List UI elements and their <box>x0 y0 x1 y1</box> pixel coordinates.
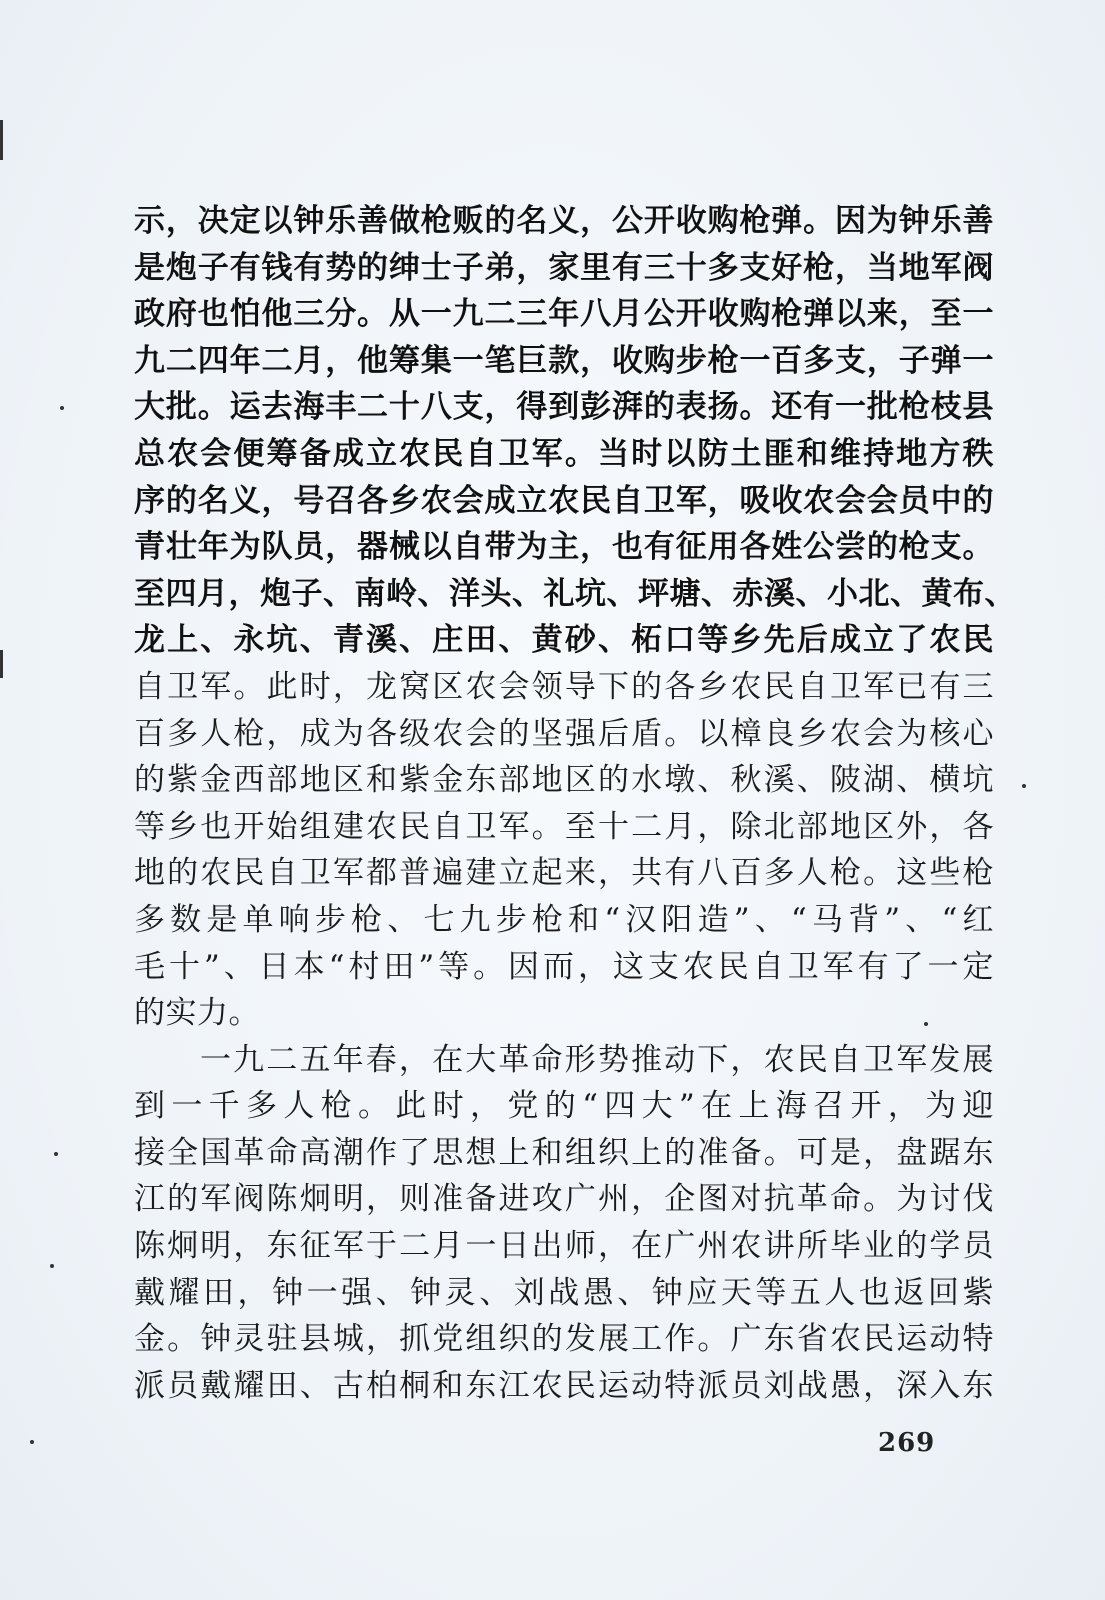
text-line: 的实力。 <box>134 995 260 1032</box>
text-line: 是炮子有钱有势的绅士子弟，家里有三十多支好枪，当地军阀 <box>134 249 994 286</box>
text-line: 的紫金西部地区和紫金东部地区的水墩、秋溪、陂湖、横坑 <box>134 762 994 799</box>
text-line: 毛十”、日本“村田”等。因而，这支农民自卫军有了一定 <box>134 948 994 985</box>
body-text <box>134 198 1016 1409</box>
text-line: 金。钟灵驻县城，抓党组织的发展工作。广东省农民运动特 <box>134 1321 994 1358</box>
scan-edge-mark <box>0 650 3 678</box>
text-line: 大批。运去海丰二十八支，得到彭湃的表扬。还有一批枪枝县 <box>134 389 994 426</box>
scan-speck <box>60 406 64 410</box>
scan-speck <box>1022 784 1026 788</box>
text-line: 到一千多人枪。此时，党的“四大”在上海召开，为迎 <box>134 1088 994 1125</box>
text-line: 接全国革命高潮作了思想上和组织上的准备。可是，盘踞东 <box>134 1134 994 1171</box>
text-line: 等乡也开始组建农民自卫军。至十二月，除北部地区外，各 <box>134 808 994 845</box>
page-number: 269 <box>878 1428 936 1458</box>
text-line: 青壮年为队员，器械以自带为主，也有征用各姓公尝的枪支。 <box>134 529 994 566</box>
scan-speck <box>30 1440 34 1444</box>
text-line: 示，决定以钟乐善做枪贩的名义，公开收购枪弹。因为钟乐善 <box>134 203 994 239</box>
text-line: 江的军阀陈炯明，则准备进攻广州，企图对抗革命。为讨伐 <box>134 1181 994 1218</box>
text-line: 地的农民自卫军都普遍建立起来，共有八百多人枪。这些枪 <box>134 855 994 892</box>
text-line: 多数是单响步枪、七九步枪和“汉阳造”、“马背”、“红 <box>134 901 994 938</box>
text-line: 序的名义，号召各乡农会成立农民自卫军，吸收农会会员中的 <box>134 482 994 519</box>
scan-speck <box>54 1152 58 1156</box>
text-line: 总农会便筹备成立农民自卫军。当时以防土匪和维持地方秩 <box>134 435 994 472</box>
text-line: 戴耀田，钟一强、钟灵、刘战愚、钟应天等五人也返回紫 <box>134 1274 994 1311</box>
text-line: 政府也怕他三分。从一九二三年八月公开收购枪弹以来，至一 <box>134 296 994 333</box>
text-line: 自卫军。此时，龙窝区农会领导下的各乡农民自卫军已有三 <box>134 668 994 705</box>
text-line: 九二四年二月，他筹集一笔巨款，收购步枪一百多支，子弹一 <box>134 342 994 379</box>
text-line: 至四月，炮子、南岭、洋头、礼坑、坪塘、赤溪、小北、黄布、 <box>134 575 1016 612</box>
text-line: 派员戴耀田、古柏桐和东江农民运动特派员刘战愚，深入东 <box>134 1367 994 1404</box>
text-line: 龙上、永坑、青溪、庄田、黄砂、柘口等乡先后成立了农民 <box>134 622 994 659</box>
text-line: 一九二五年春，在大革命形势推动下，农民自卫军发展 <box>200 1041 994 1078</box>
text-line: 百多人枪，成为各级农会的坚强后盾。以樟良乡农会为核心 <box>134 715 994 752</box>
scan-edge-mark <box>0 120 3 160</box>
scan-speck <box>50 1264 54 1268</box>
text-line: 陈炯明，东征军于二月一日出师，在广州农讲所毕业的学员 <box>134 1228 994 1265</box>
